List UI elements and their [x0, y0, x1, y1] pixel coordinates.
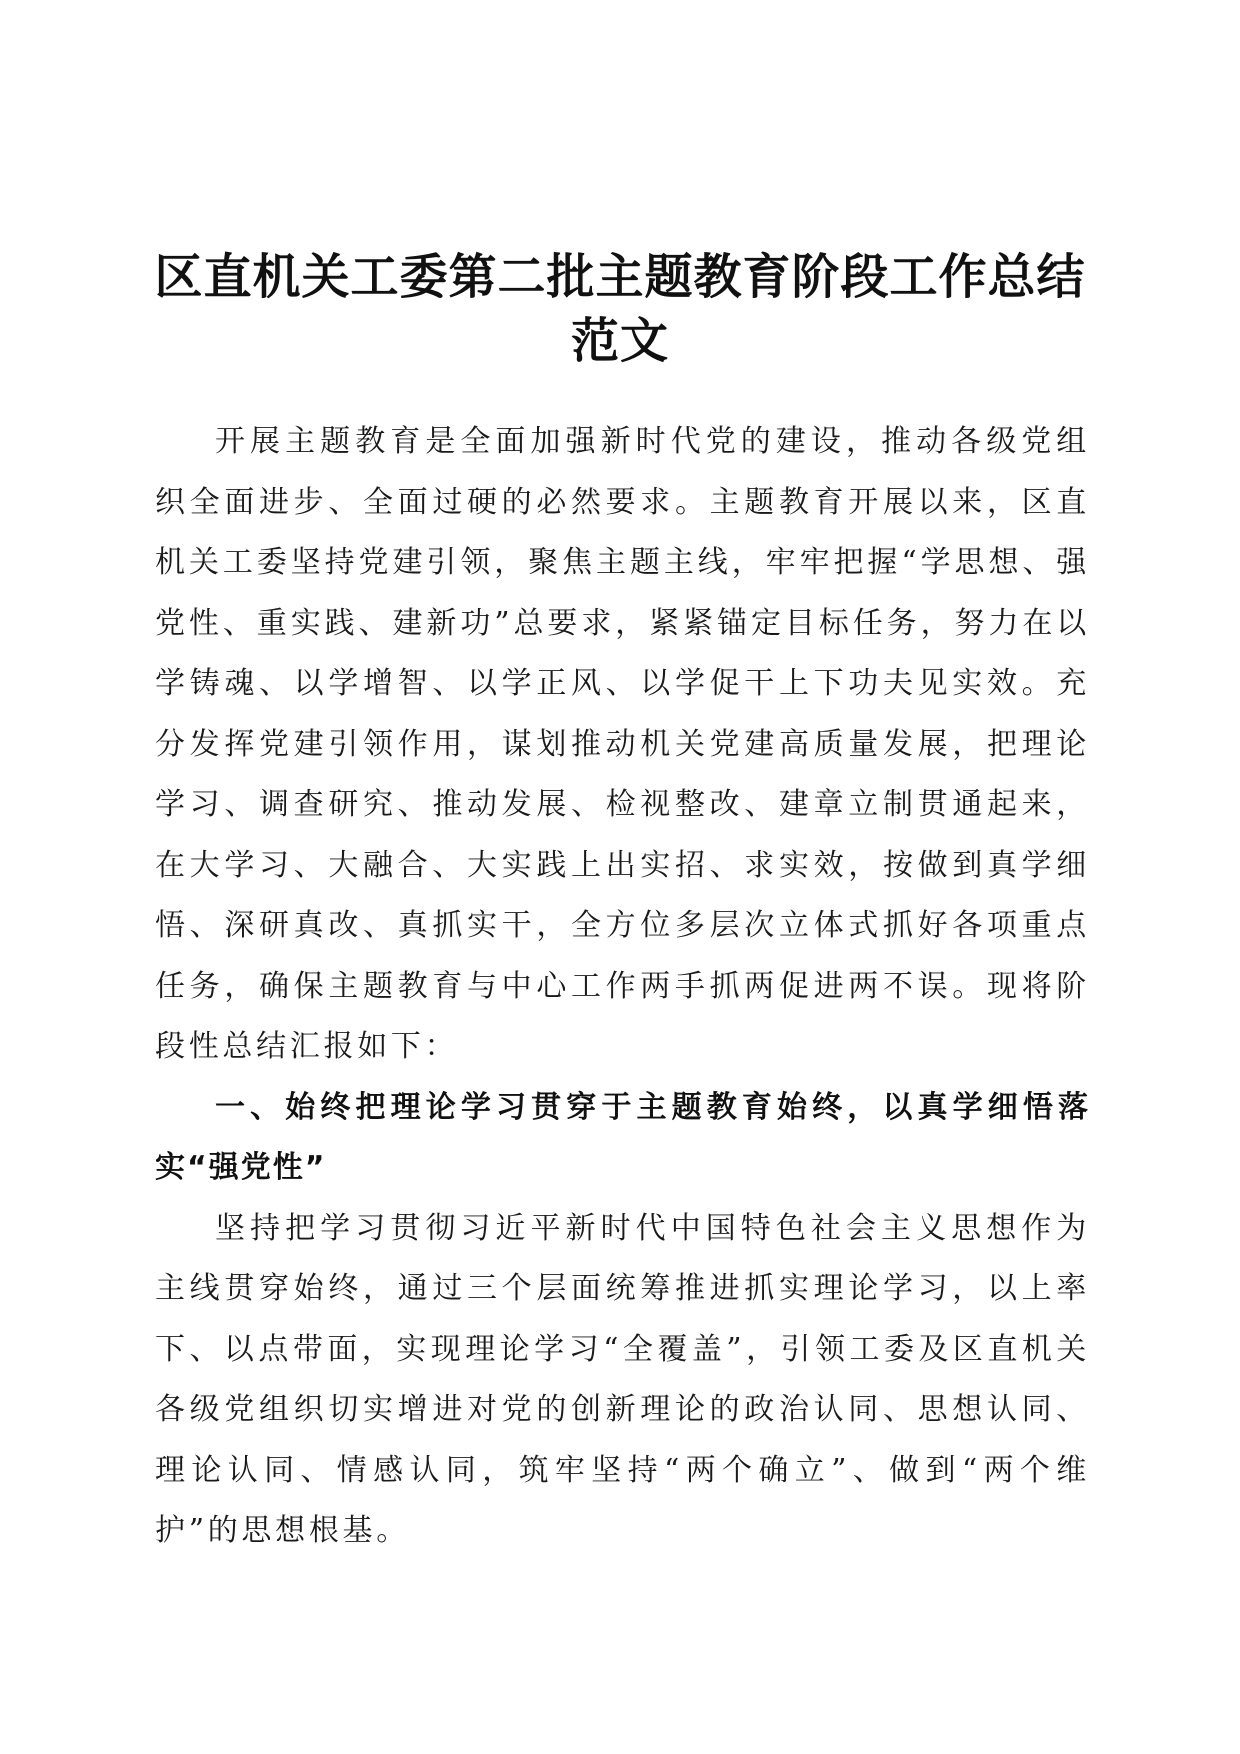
document-body [155, 412, 1090, 1562]
section-paragraph: 坚持把学习贯彻习近平新时代中国特色社会主义思想作为主线贯穿始终，通过三个层面统筹推进抓实理论学习，以上率下、以点带面，实现理论学习“全覆盖”，引领工委及区直机关各级党组织切实增进对党的创新理论的政治认同、思想认同、理论认同、情感认同，筑牢坚持“两个确立”、做到“两个维护”的思想根基。 [155, 1210, 1090, 1548]
section-heading: 一、始终把理论学习贯穿于主题教育始终，以真学细悟落实“强党性” [155, 1089, 1090, 1185]
intro-paragraph: 开展主题教育是全面加强新时代党的建设，推动各级党组织全面进步、全面过硬的必然要求。主题教育开展以来，区直机关工委坚持党建引领，聚焦主题主线，牢牢把握“学思想、强党性、重实践、建新功”总要求，紧紧锚定目标任务，努力在以学铸魂、以学增智、以学正风、以学促干上下功夫见实效。充分发挥党建引领作用，谋划推动机关党建高质量发展，把理论学习、调查研究、推动发展、检视整改、建章立制贯通起来，在大学习、大融合、大实践上出实招、求实效，按做到真学细悟、深研真改、真抓实干，全方位多层次立体式抓好各项重点任务，确保主题教育与中心工作两手抓两促进两不误。现将阶段性总结汇报如下： [155, 424, 1090, 1064]
document-title: 区直机关工委第二批主题教育阶段工作总结范文 [154, 249, 1086, 369]
